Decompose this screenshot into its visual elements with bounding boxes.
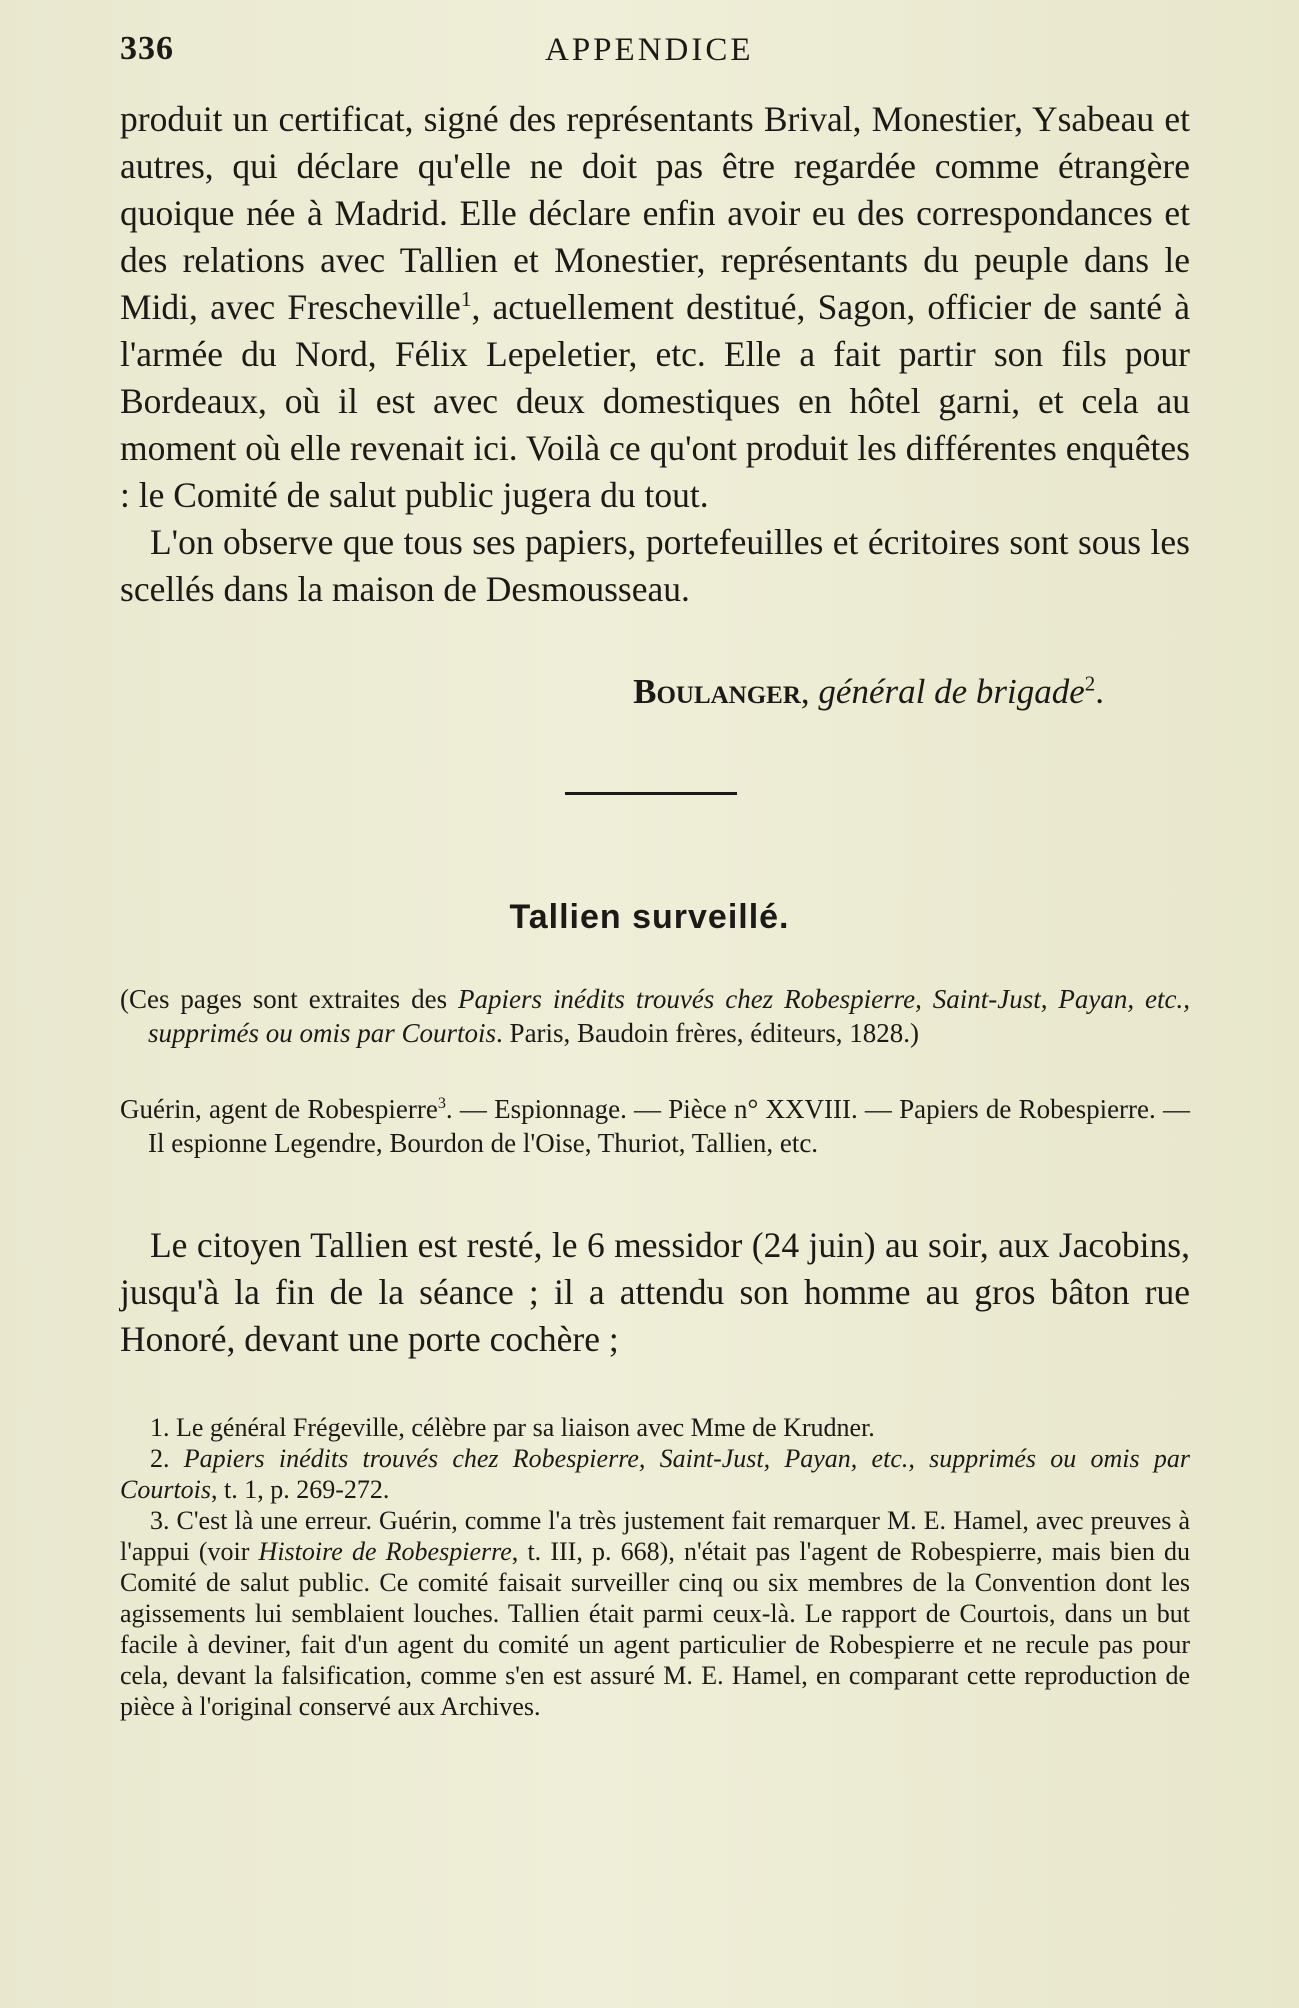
main-text-block-2 [120, 1222, 1190, 1363]
footnote-ref-2: 2 [1084, 671, 1096, 696]
section-divider [565, 792, 737, 795]
summary-lead: Guérin, agent de Robespierre [120, 1094, 438, 1124]
footnote-3 [120, 1505, 1190, 1722]
main-text-block [120, 96, 1190, 613]
summary-rest: . — Espionnage. — Pièce n° XXVIII. — Papiers de Robespierre. — Il espionne Legendre, Bourdon de l'Oise, Thuriot, Tallien, etc. [148, 1094, 1190, 1158]
signature-title: général de brigade [818, 672, 1085, 711]
footnote-ref-1: 1 [460, 287, 472, 312]
signature-line: Boulanger, général de brigade$^2$. [633, 671, 1104, 711]
paragraph-seals: L'on observe que tous ses papiers, portefeuilles et écritoires sont sous les scellés dans la maison de Desmousseau. [120, 522, 1190, 609]
source-note [120, 982, 1190, 1050]
footnote-2-title: Papiers inédits trouvés chez Robespierre, Saint-Just, Payan, etc., supprimés ou omis par Courtois [120, 1444, 1191, 1504]
paragraph-report-part-2: , actuellement destitué, Sagon, officier de santé à l'armée du Nord, Félix Lepeletier, etc. Elle a fait partir son fils pour Bordeaux, où il est avec deux domestiques en hôtel garni, et cela au moment où elle revenait ici. Voilà ce qu'ont produit les différentes enquêtes : le Comité de salut public jugera du tout. [120, 287, 1190, 515]
paragraph-report [120, 96, 1190, 519]
page-header [0, 26, 1299, 76]
section-title: Tallien surveillé. [509, 898, 790, 936]
footnote-3-part-1: 3. C'est là une erreur. Guérin, comme l'a très justement fait remarquer M. E. Hamel, avec preuves à l'appui (voir [120, 1506, 1190, 1566]
summary-text [120, 1092, 1190, 1160]
footnotes [120, 1412, 1190, 1722]
paragraph-tallien: Le citoyen Tallien est resté, le 6 messidor (24 juin) au soir, aux Jacobins, jusqu'à la fin de la séance ; il a attendu son homme au gros bâton rue Honoré, devant une porte cochère ; [120, 1225, 1190, 1359]
footnote-1: 1. Le général Frégeville, célèbre par sa liaison avec Mme de Krudner. [150, 1413, 875, 1442]
footnote-2-rest: , t. 1, p. 269-272. [211, 1475, 390, 1504]
source-note-open: (Ces pages sont extraites des [120, 984, 458, 1014]
footnote-2 [120, 1443, 1190, 1505]
signature-name: Boulanger [633, 672, 801, 711]
source-note-text [120, 982, 1190, 1050]
page-number: 336 [120, 30, 174, 67]
source-note-work-title: Papiers inédits trouvés chez Robespierre, Saint-Just, Payan, etc., supprimés ou omis par Courtois [148, 984, 1191, 1048]
footnote-2-number: 2. [150, 1444, 184, 1473]
footnote-3-title: Histoire de Robespierre [258, 1537, 512, 1566]
running-head: APPENDICE [545, 32, 754, 68]
paragraph-report-part-1: produit un certificat, signé des représentants Brival, Monestier, Ysabeau et autres, qui déclare qu'elle ne doit pas être regardée comme étrangère quoique née à Madrid. Elle déclare enfin avoir eu des correspondances et des relations avec Tallien et Monestier, représentants du peuple dans le Midi, avec Frescheville [120, 99, 1190, 327]
footnote-3-part-2: , t. III, p. 668), n'était pas l'agent de Robespierre, mais bien du Comité de salut public. Ce comité faisait surveiller cinq ou six membres de la Convention dont les agissements lui semblaient louches. Tallien était parmi ceux-là. Le rapport de Courtois, dans un but facile à deviner, fait d'un agent du comité un agent particulier de Robespierre et ne recule pas pour cela, devant la falsification, comme s'en est assuré M. E. Hamel, en comparant cette reproduction de pièce à l'original conservé aux Archives. [120, 1537, 1190, 1721]
document-summary [120, 1092, 1190, 1160]
source-note-close: . Paris, Baudoin frères, éditeurs, 1828.) [496, 1018, 919, 1048]
footnote-ref-3: 3 [437, 1094, 446, 1112]
